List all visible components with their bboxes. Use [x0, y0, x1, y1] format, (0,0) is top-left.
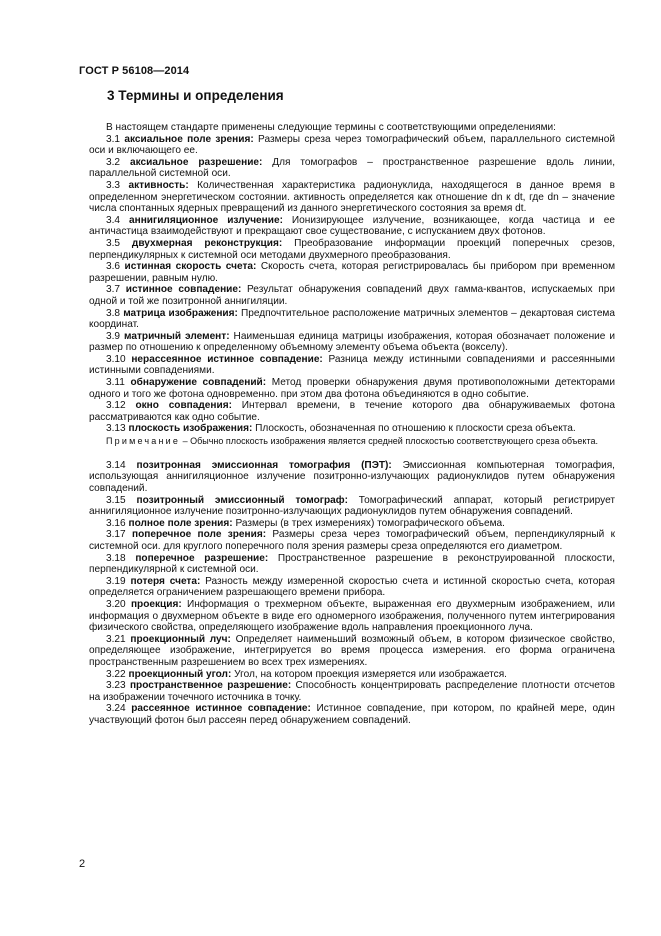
- term-title: потеря счета:: [130, 575, 201, 587]
- page-number: 2: [79, 858, 86, 870]
- term-paragraph: 3.1 аксиальное поле зрения: Размеры среза через томографический объем, параллельного системной оси и включающего ее.: [89, 133, 615, 157]
- term-title: истинное совпадение:: [125, 284, 242, 296]
- term-paragraph: 3.8 матрица изображения: Предпочтительное расположение матричных элементов – декартовая система координат.: [89, 307, 615, 331]
- term-paragraph: 3.17 поперечное поле зрения: Размеры среза через томографический объем, перпендикулярный к системной оси. для круглого поперечного поля зрения размеры среза определяются его диаметром.: [89, 529, 615, 552]
- term-paragraph: 3.22 проекционный угол: Угол, на котором проекция измеряется или изображается.: [106, 668, 507, 680]
- term-paragraph: 3.15 позитронный эмиссионный томограф: Томографический аппарат, который регистрирует аннигиляционное излучение позитронно-излучающих радионуклидов путем обнаружения совпадений.: [89, 494, 615, 518]
- term-title: аксиальное разрешение:: [129, 156, 263, 168]
- term-title: матричный элемент:: [124, 330, 230, 342]
- term-title: позитронный эмиссионный томограф:: [136, 494, 348, 506]
- term-title: двухмерная реконструкция:: [131, 237, 283, 249]
- term-title: активность:: [128, 179, 189, 191]
- term-paragraph: 3.6 истинная скорость счета: Скорость счета, которая регистрировалась бы прибором при временном разрешении, равным нулю.: [89, 261, 616, 284]
- term-title: пространственное разрешение:: [129, 680, 292, 692]
- term-paragraph: 3.16 полное поле зрения: Размеры (в трех измерениях) томографического объема.: [106, 517, 505, 529]
- term-title: истинная скорость счета:: [124, 261, 257, 273]
- term-paragraph: 3.2 аксиальное разрешение: Для томографов – пространственное разрешение вдоль линии, параллельной системной оси.: [89, 156, 615, 180]
- terms-body: [89, 122, 615, 726]
- term-paragraph: 3.3 активность: Количественная характеристика радионуклида, находящегося в данное время в определенном энергетическом состоянии. активность определяется как отношение dn к dt, где dn – значение числа спонтанных ядерных превращений из данного энергетического состояния за время dt.: [89, 179, 615, 215]
- intro-paragraph: В настоящем стандарте применены следующие термины с соответствующими определениями:: [106, 122, 556, 133]
- note-label: Примечание: [106, 436, 181, 447]
- term-paragraph: 3.5 двухмерная реконструкция: Преобразование информации проекций поперечных срезов, перпендикулярных к системной оси методами двухмерного преобразования.: [89, 237, 615, 261]
- term-title: поперечное поле зрения:: [131, 529, 267, 541]
- term-paragraph: 3.11 обнаружение совпадений: Метод проверки обнаружения двумя противоположными детекторами одного и того же фотона одновременно. при этом два фотона объединяются в одно событие.: [89, 377, 615, 400]
- terms-group-b: [89, 460, 615, 727]
- term-title: окно совпадения:: [135, 400, 232, 412]
- term-title: рассеянное истинное совпадение:: [131, 703, 311, 715]
- term-paragraph: 3.4 аннигиляционное излучение: Ионизирующее излучение, возникающее, когда частица и ее античастица взаимодействуют и прекращают свое существование, с испусканием двух фотонов.: [89, 214, 615, 238]
- term-title: аксиальное поле зрения:: [124, 133, 254, 145]
- term-paragraph: 3.12 окно совпадения: Интервал времени, в течение которого два обнаруживаемых фотона рассматриваются как одно событие.: [89, 400, 615, 423]
- term-title: проекция:: [130, 598, 182, 610]
- note-paragraph: [89, 436, 615, 447]
- paragraph-gap: [89, 447, 615, 460]
- term-title: поперечное разрешение:: [135, 552, 269, 564]
- term-paragraph: 3.23 пространственное разрешение: Способность концентрировать распределение плотности отсчетов на изображении точечного источника в точку.: [89, 680, 615, 703]
- term-paragraph: 3.14 позитронная эмиссионная томография (ПЭТ): Эмиссионная компьютерная томография, использующая аннигиляционное излучение позитронно-излучающих радионуклидов путем обнаружения совпадений.: [89, 459, 615, 495]
- term-title: обнаружение совпадений:: [130, 377, 267, 389]
- term-paragraph: 3.10 нерассеянное истинное совпадение: Разница между истинными совпадениями и рассеянными истинными совпадениями.: [89, 353, 615, 377]
- document-code-header: ГОСТ Р 56108—2014: [79, 65, 190, 77]
- term-paragraph: 3.9 матричный элемент: Наименьшая единица матрицы изображения, которая обозначает положение и размер по отношению к определенному объемному элементу объема объекта (вокселу).: [89, 330, 615, 354]
- term-title: нерассеянное истинное совпадение:: [131, 353, 323, 365]
- term-title: полное поле зрения:: [128, 517, 233, 529]
- term-title: проекционный угол:: [128, 668, 232, 680]
- term-paragraph: 3.7 истинное совпадение: Результат обнаружения совпадений двух гамма-квантов, испускаемых при одной и той же позитронной аннигиляции.: [89, 284, 615, 307]
- term-title: плоскость изображения:: [128, 423, 253, 435]
- term-title: проекционный луч:: [130, 633, 231, 645]
- term-paragraph: 3.18 поперечное разрешение: Пространственное разрешение в реконструированной плоскости, перпендикулярной к системной оси.: [89, 552, 615, 576]
- term-title: матрица изображения:: [123, 307, 238, 319]
- term-paragraph: 3.20 проекция: Информация о трехмерном объекте, выраженная его двухмерным изображением, или информация о двухмерном объекте в виде его одномерного изображения, полученного путем интегрирования физического свойства, определяющего изображение вдоль направления проекционного луча.: [89, 598, 616, 634]
- term-paragraph: 3.13 плоскость изображения: Плоскость, обозначенная по отношению к плоскости среза объекта.: [106, 423, 576, 435]
- term-paragraph: 3.19 потеря счета: Разность между измеренной скоростью счета и истинной скоростью счета, которая определяется ограничением разрешающего времени прибора.: [89, 575, 615, 599]
- terms-group-a: [89, 134, 615, 447]
- section-title: 3 Термины и определения: [107, 88, 284, 103]
- note-text: – Обычно плоскость изображения является средней плоскостью соответствующего среза объекта.: [180, 436, 598, 447]
- term-paragraph: 3.24 рассеянное истинное совпадение: Истинное совпадение, при котором, по крайней мере, один участвующий фотон был рассеян перед обнаружением совпадений.: [89, 703, 615, 726]
- term-title: позитронная эмиссионная томография (ПЭТ):: [136, 459, 392, 471]
- term-title: аннигиляционное излучение:: [129, 214, 283, 226]
- term-paragraph: 3.21 проекционный луч: Определяет наименьший возможный объем, в котором физическое свойство, определяющее изображение, интегрируется во время процесса измерения. его форма ограничена пространственным разрешением во всех трех измерениях.: [89, 633, 616, 668]
